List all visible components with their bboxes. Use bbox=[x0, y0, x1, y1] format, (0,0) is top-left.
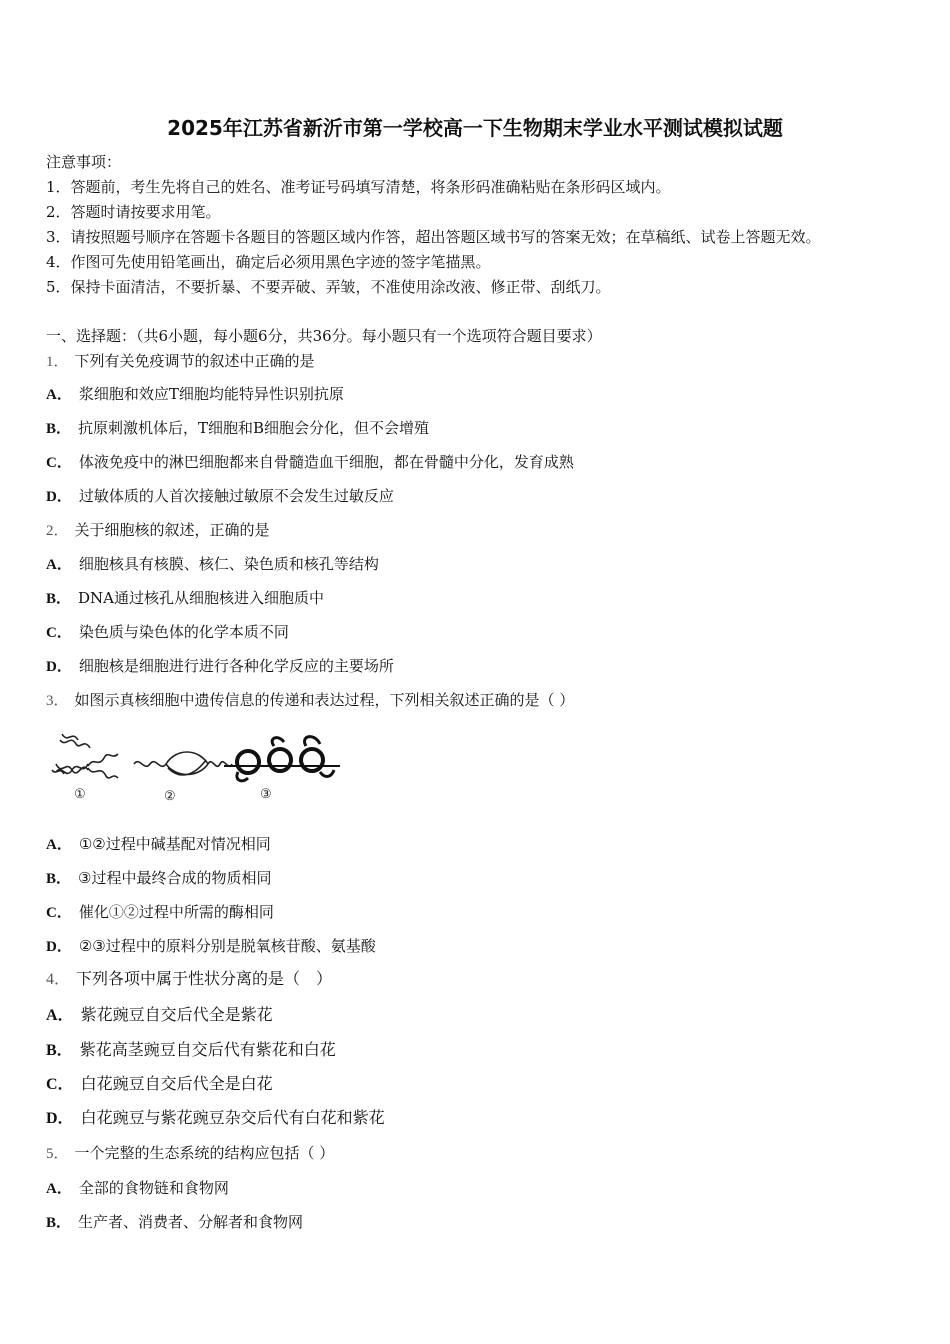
option-row bbox=[46, 1005, 273, 1026]
option-label: A． bbox=[46, 387, 72, 403]
option-row bbox=[46, 1178, 229, 1199]
question-text: 下列各项中属于性状分离的是（ ） bbox=[76, 969, 333, 988]
translation-diagram bbox=[224, 737, 340, 781]
page-title: 2025年江苏省新沂市第一学校高一下生物期末学业水平测试模拟试题 bbox=[167, 116, 783, 140]
question-text: 关于细胞核的叙述，正确的是 bbox=[74, 521, 270, 539]
question-number: 4． bbox=[46, 971, 71, 988]
option-row bbox=[46, 1212, 303, 1233]
option-label: C． bbox=[46, 455, 72, 471]
option-text: 染色质与染色体的化学本质不同 bbox=[78, 623, 289, 641]
option-text: 生产者、消费者、分解者和食物网 bbox=[78, 1213, 304, 1231]
option-text: 白花豌豆与紫花豌豆杂交后代有白花和紫花 bbox=[80, 1108, 385, 1127]
option-row bbox=[46, 902, 274, 923]
option-label: A． bbox=[46, 1007, 74, 1024]
replication-diagram bbox=[52, 734, 118, 778]
question-number: 2． bbox=[46, 523, 69, 539]
note-item: 4．作图可先使用铅笔画出，确定后必须用黑色字迹的签字笔描黑。 bbox=[46, 253, 491, 271]
question-stem bbox=[46, 351, 315, 372]
option-text: 细胞核具有核膜、核仁、染色质和核孔等结构 bbox=[78, 555, 379, 573]
gene-expression-figure bbox=[48, 720, 343, 804]
option-label: B． bbox=[46, 1215, 72, 1231]
option-row bbox=[46, 656, 394, 677]
option-text: DNA通过核孔从细胞核进入细胞质中 bbox=[78, 589, 325, 607]
question-number: 1． bbox=[46, 354, 69, 370]
note-item: 3．请按照题号顺序在答题卡各题目的答题区域内作答，超出答题区域书写的答案无效；在草稿纸、试卷上答题无效。 bbox=[46, 228, 821, 246]
option-text: ③过程中最终合成的物质相同 bbox=[78, 869, 272, 887]
question-stem bbox=[46, 1143, 334, 1164]
option-row bbox=[46, 452, 574, 473]
question-stem bbox=[46, 969, 332, 990]
figure-label: ② bbox=[164, 789, 176, 804]
figure-label: ① bbox=[74, 787, 86, 802]
question-stem bbox=[46, 520, 270, 541]
option-row bbox=[46, 554, 379, 575]
question-text: 如图示真核细胞中遗传信息的传递和表达过程，下列相关叙述正确的是（ ） bbox=[74, 691, 575, 709]
option-text: ①②过程中碱基配对情况相同 bbox=[78, 835, 271, 853]
option-text: 全部的食物链和食物网 bbox=[78, 1179, 229, 1197]
option-row bbox=[46, 868, 271, 889]
option-label: B． bbox=[46, 1042, 73, 1059]
option-text: 抗原刺激机体后，T细胞和B细胞会分化，但不会增殖 bbox=[78, 419, 430, 437]
option-label: D． bbox=[46, 1110, 74, 1127]
option-text: 白花豌豆自交后代全是白花 bbox=[80, 1074, 273, 1093]
option-row bbox=[46, 834, 271, 855]
option-label: B． bbox=[46, 591, 72, 607]
question-text: 下列有关免疫调节的叙述中正确的是 bbox=[74, 352, 315, 370]
option-row bbox=[46, 384, 344, 405]
option-text: 过敏体质的人首次接触过敏原不会发生过敏反应 bbox=[78, 487, 394, 505]
option-text: 细胞核是细胞进行进行各种化学反应的主要场所 bbox=[78, 657, 394, 675]
option-label: D． bbox=[46, 659, 72, 675]
option-text: 体液免疫中的淋巴细胞都来自骨髓造血干细胞，都在骨髓中分化，发育成熟 bbox=[78, 453, 574, 471]
note-item: 2．答题时请按要求用笔。 bbox=[46, 203, 221, 221]
option-text: 催化①②过程中所需的酶相同 bbox=[78, 903, 274, 921]
option-text: ②③过程中的原料分别是脱氧核苷酸、氨基酸 bbox=[78, 937, 376, 955]
option-label: A． bbox=[46, 1181, 72, 1197]
note-item: 1．答题前，考生先将自己的姓名、准考证号码填写清楚，将条形码准确粘贴在条形码区域内。 bbox=[46, 178, 671, 196]
notes-heading: 注意事项： bbox=[46, 153, 122, 171]
option-label: C． bbox=[46, 1076, 74, 1093]
option-row bbox=[46, 418, 429, 439]
section-heading: 一、选择题：（共6小题，每小题6分，共36分。每小题只有一个选项符合题目要求） bbox=[46, 327, 602, 345]
option-row bbox=[46, 622, 289, 643]
option-row bbox=[46, 588, 324, 609]
question-stem bbox=[46, 690, 574, 711]
question-text: 一个完整的生态系统的结构应包括（ ） bbox=[74, 1144, 335, 1162]
transcription-diagram bbox=[134, 752, 232, 775]
question-number: 3． bbox=[46, 693, 69, 709]
figure-label: ③ bbox=[260, 787, 272, 802]
option-text: 紫花豌豆自交后代全是紫花 bbox=[80, 1005, 273, 1024]
option-row bbox=[46, 1108, 385, 1129]
option-row bbox=[46, 936, 376, 957]
option-label: C． bbox=[46, 905, 72, 921]
option-label: D． bbox=[46, 939, 72, 955]
option-label: B． bbox=[46, 871, 72, 887]
option-text: 浆细胞和效应T细胞均能特异性识别抗原 bbox=[78, 385, 344, 403]
option-row bbox=[46, 486, 394, 507]
option-label: D． bbox=[46, 489, 72, 505]
option-row bbox=[46, 1040, 336, 1061]
option-label: B． bbox=[46, 421, 72, 437]
question-number: 5． bbox=[46, 1146, 69, 1162]
option-label: A． bbox=[46, 557, 72, 573]
option-label: C． bbox=[46, 625, 72, 641]
option-text: 紫花高茎豌豆自交后代有紫花和白花 bbox=[79, 1040, 336, 1059]
option-row bbox=[46, 1074, 273, 1095]
option-label: A． bbox=[46, 837, 72, 853]
note-item: 5．保持卡面清洁，不要折暴、不要弄破、弄皱，不准使用涂改液、修正带、刮纸刀。 bbox=[46, 278, 611, 296]
